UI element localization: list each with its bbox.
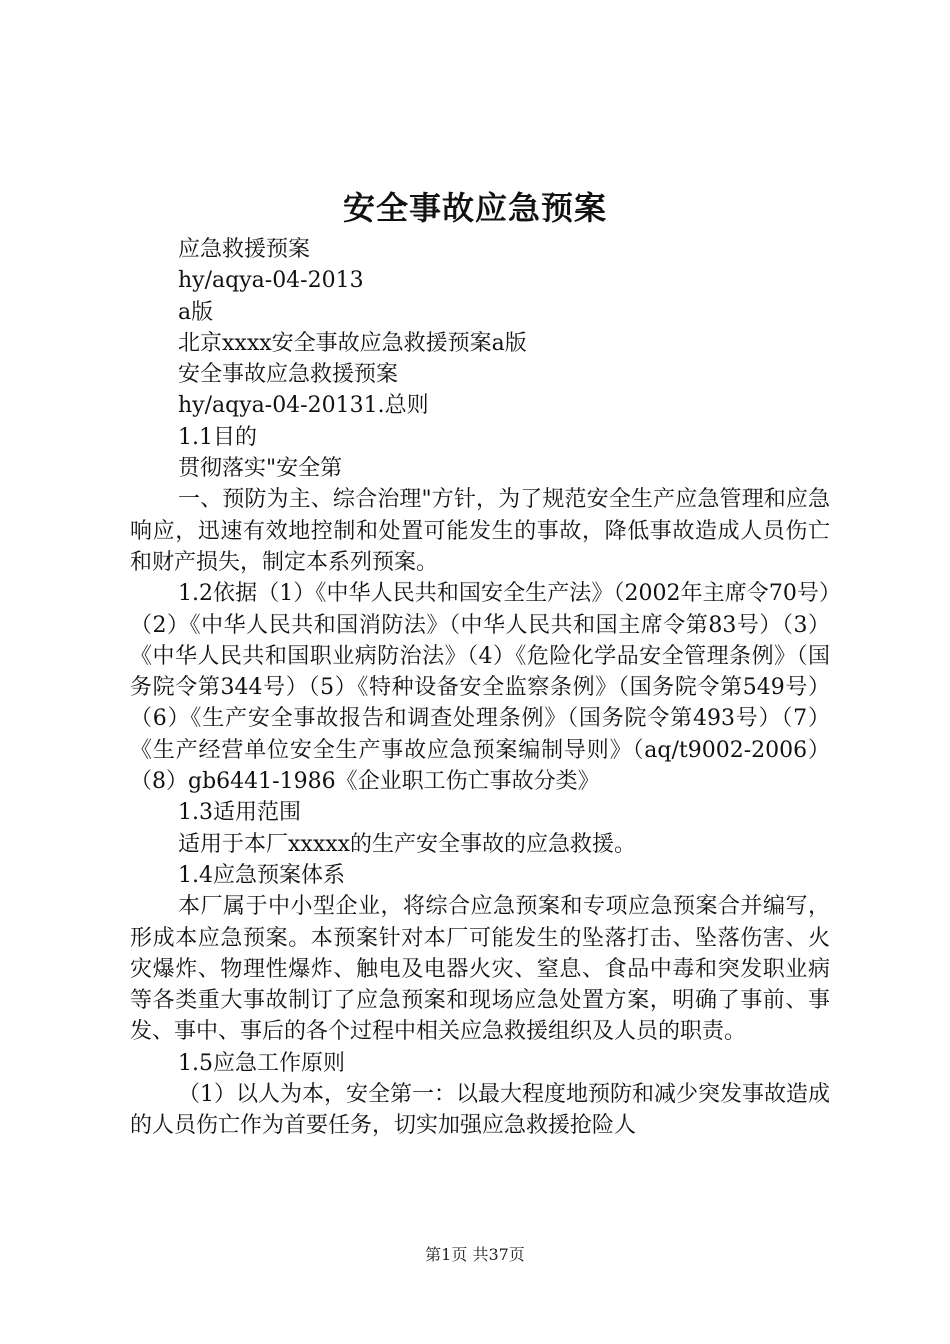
document-title: 安全事故应急预案 — [342, 189, 607, 227]
paragraph: （1）以人为本，安全第一：以最大程度地预防和减少突发事故造成的人员伤亡作为首要任务，切实加强应急救援抢险人 — [130, 1082, 830, 1139]
document-body — [130, 234, 830, 1142]
paragraph: hy/aqya-04-2013 — [178, 268, 364, 294]
section-heading: 1.4应急预案体系 — [178, 862, 345, 888]
section-heading: 1.1目的 — [178, 424, 257, 450]
paragraph: hy/aqya-04-20131.总则 — [178, 393, 429, 419]
paragraph: 1.2依据（1）《中华人民共和国安全生产法》（2002年主席令70号）（2）《中华人民共和国消防法》（中华人民共和国主席令第83号）（3）《中华人民共和国职业病防治法》（4）《危险化学品安全管理条例》（国务院令第344号）（5）《特种设备安全监察条例》（国务院令第549号）（6）《生产安全事故报告和调查处理条例》（国务院令第493号）（7）《生产经营单位安全生产事故应急预案编制导则》（aq/t9002-2006）（8）gb6441-1986《企业职工伤亡事故分类》 — [130, 581, 830, 795]
paragraph: 一、预防为主、综合治理"方针，为了规范安全生产应急管理和应急响应，迅速有效地控制和处置可能发生的事故，降低事故造成人员伤亡和财产损失，制定本系列预案。 — [130, 487, 830, 575]
paragraph: 北京xxxx安全事故应急救援预案a版 — [178, 330, 527, 356]
paragraph: 安全事故应急救援预案 — [178, 362, 399, 388]
paragraph: 适用于本厂xxxxx的生产安全事故的应急救援。 — [178, 831, 637, 857]
paragraph: 本厂属于中小型企业，将综合应急预案和专项应急预案合并编写，形成本应急预案。本预案针对本厂可能发生的坠落打击、坠落伤害、火灾爆炸、物理性爆炸、触电及电器火灾、窒息、食品中毒和突发职业病等各类重大事故制订了应急预案和现场应急处置方案，明确了事前、事发、事中、事后的各个过程中相关应急救援组织及人员的职责。 — [130, 894, 830, 1045]
section-heading: 1.3适用范围 — [178, 800, 301, 826]
section-heading: 1.5应急工作原则 — [178, 1050, 345, 1076]
paragraph: a版 — [178, 299, 214, 325]
paragraph: 应急救援预案 — [178, 237, 311, 262]
page-footer: 第1页 共37页 — [425, 1245, 525, 1264]
paragraph: 贯彻落实"安全第 — [178, 456, 343, 482]
